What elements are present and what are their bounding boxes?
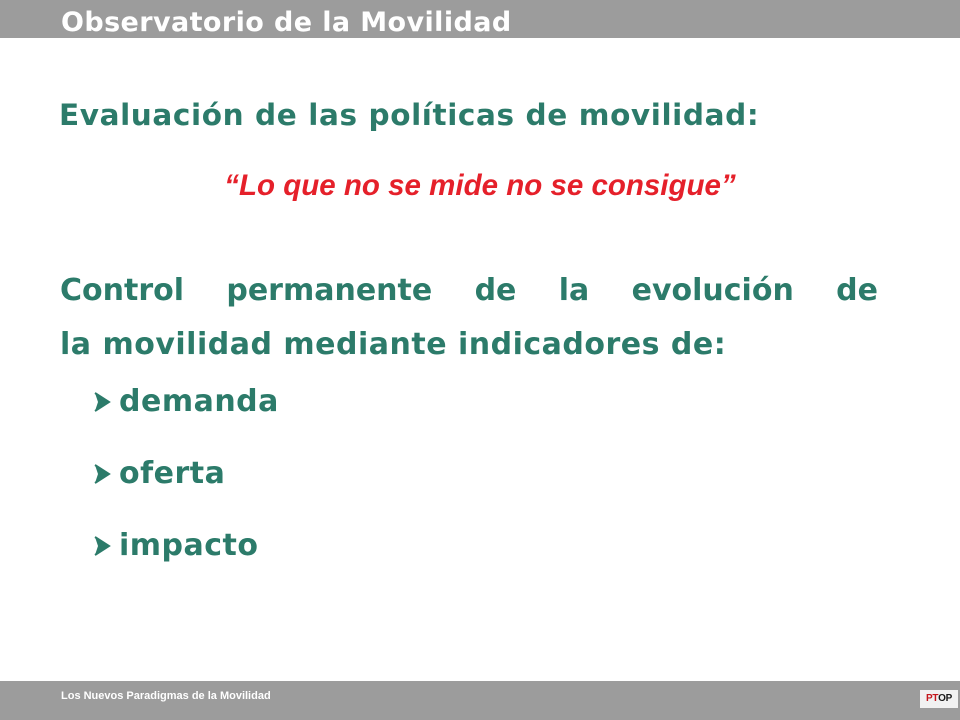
footer-text: Los Nuevos Paradigmas de la Movilidad	[61, 690, 271, 702]
header-title: Observatorio de la Movilidad	[61, 7, 512, 38]
paragraph-word: de	[474, 273, 517, 308]
arrow-bullet-icon	[93, 382, 119, 422]
list-item-oferta	[93, 454, 279, 526]
paragraph-word: evolución	[631, 273, 794, 308]
paragraph-line-1	[60, 264, 878, 318]
logo-part: OP	[938, 693, 953, 704]
paragraph-word: de	[836, 273, 878, 308]
slide-heading: Evaluación de las políticas de movilidad:	[59, 98, 760, 132]
list-item-demanda	[93, 382, 279, 454]
logo-part: PT	[925, 693, 939, 704]
list-item-label: oferta	[119, 456, 226, 491]
slide-quote: “Lo que no se mide no se consigue”	[224, 169, 736, 202]
list-item-label: impacto	[119, 528, 259, 563]
arrow-bullet-icon	[93, 454, 119, 494]
paragraph-word: Control	[60, 273, 185, 308]
paragraph-word: la	[558, 273, 590, 308]
paragraph-line-2: la movilidad mediante indicadores de:	[60, 327, 727, 362]
list-item-impacto	[93, 526, 279, 598]
paragraph-word: permanente	[226, 273, 433, 308]
indicator-list	[93, 382, 279, 598]
ptop-logo	[920, 690, 958, 708]
arrow-bullet-icon	[93, 526, 119, 566]
list-item-label: demanda	[119, 384, 279, 419]
slide-paragraph	[60, 264, 878, 372]
